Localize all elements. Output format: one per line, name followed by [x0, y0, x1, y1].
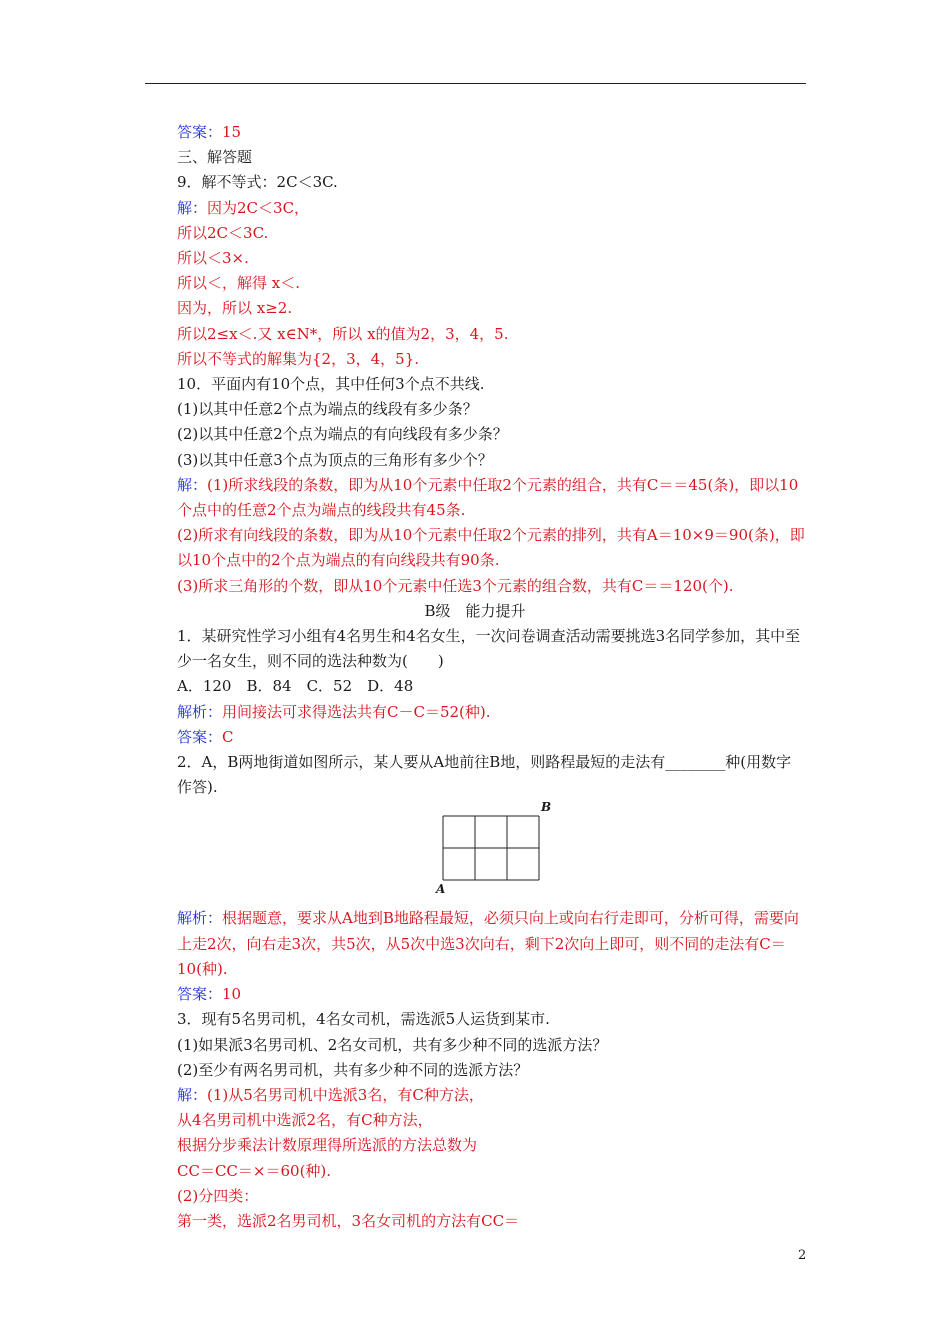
point-b-label: B	[541, 800, 552, 815]
text-line-q9	[145, 170, 805, 195]
text-line-s3a	[145, 1083, 805, 1108]
text-run: 15	[222, 123, 242, 141]
text-line-s9d	[145, 271, 805, 296]
text-run: 9．解不等式：2C＜3C.	[177, 173, 338, 192]
text-line-a8	[145, 120, 805, 145]
text-run: 解析：	[177, 909, 223, 928]
text-run: 10．平面内有10个点，其中任何3个点不共线.	[177, 375, 485, 394]
text-run: (1)所求线段的条数，即为从10个元素中任取2个元素的组合，共有C＝＝45(条)，即以10个点中的任意2个点为端点的线段共有45条.	[177, 475, 799, 520]
text-run: 三、解答题	[177, 148, 253, 167]
text-run: 1．某研究性学习小组有4名男生和4名女生，一次问卷调查活动需要挑选3名同学参加，其中至少一名女生，则不同的选法种数为( )	[177, 627, 801, 671]
text-run: 所以＜，解得 x＜.	[177, 274, 300, 293]
header-rule	[145, 83, 806, 84]
text-line-s3b	[145, 1108, 805, 1133]
text-line-s9f	[145, 322, 805, 347]
text-run: 所以2C＜3C.	[177, 223, 269, 242]
text-run: 所以不等式的解集为{2，3，4，5}.	[177, 349, 420, 368]
text-line-b1s	[145, 700, 805, 725]
text-run: 所以＜3×.	[177, 249, 249, 268]
text-line-b2s	[145, 906, 805, 982]
text-run: 解：	[177, 1085, 208, 1104]
text-line-levelB	[145, 599, 805, 624]
text-run: 解析：	[177, 702, 223, 721]
text-line-b1opt	[145, 674, 805, 699]
text-run: 3．现有5名男司机，4名女司机，需选派5人运货到某市.	[177, 1010, 550, 1029]
text-line-q10b	[145, 422, 805, 447]
text-run: 解：	[177, 198, 208, 217]
text-line-s9c	[145, 246, 805, 271]
text-line-q10a	[145, 397, 805, 422]
text-run: 第一类，选派2名男司机，3名女司机的方法有CC＝	[177, 1211, 520, 1230]
street-grid	[430, 806, 560, 902]
text-line-s9a	[145, 196, 805, 221]
text-run: (1)以其中任意2个点为端点的线段有多少条？	[177, 400, 478, 419]
text-line-sec3	[145, 145, 805, 170]
text-run: 用间接法可求得选法共有C－C＝52(种).	[222, 702, 491, 721]
page-number: 2	[798, 1248, 807, 1263]
text-run: 答案：	[177, 123, 223, 141]
text-run: 10	[222, 985, 242, 1004]
text-run: 答案：	[177, 727, 223, 746]
text-run: 所以2≤x＜.又 x∈N*，所以 x的值为2，3，4，5.	[177, 324, 509, 343]
text-run: (3)以其中任意3个点为顶点的三角形有多少个？	[177, 450, 493, 469]
text-run: (2)分四类：	[177, 1186, 259, 1205]
text-run: (2)以其中任意2个点为端点的有向线段有多少条？	[177, 425, 508, 444]
text-line-s3f	[145, 1209, 805, 1234]
text-run: 答案：	[177, 985, 223, 1004]
point-a-label: A	[436, 882, 446, 897]
text-line-b3a	[145, 1033, 805, 1058]
text-line-s9b	[145, 221, 805, 246]
text-line-s9g	[145, 347, 805, 372]
text-run: CC＝CC＝×＝60(种).	[177, 1161, 332, 1180]
text-line-q10	[145, 372, 805, 397]
text-line-s3c	[145, 1133, 805, 1158]
text-run: (2)至少有两名男司机，共有多少种不同的选派方法？	[177, 1060, 529, 1079]
text-run: 因为，所以 x≥2.	[177, 299, 293, 318]
text-line-b2	[145, 750, 805, 800]
text-line-b2a	[145, 982, 805, 1007]
text-line-b3b	[145, 1058, 805, 1083]
text-run: 根据分步乘法计数原理得所选派的方法总数为	[177, 1136, 478, 1155]
text-run: C	[222, 727, 234, 746]
text-run: (1)如果派3名男司机、2名女司机，共有多少种不同的选派方法？	[177, 1035, 608, 1054]
text-run: A．120 B．84 C．52 D．48	[177, 677, 414, 696]
text-line-b3	[145, 1007, 805, 1032]
document-body	[145, 120, 805, 1234]
text-line-s10b	[145, 523, 805, 573]
text-run: (2)所求有向线段的条数，即为从10个元素中任取2个元素的排列，共有A＝10×9＝90(条)，即以10个点中的2个点为端点的有向线段共有90条.	[177, 526, 805, 570]
text-line-b1	[145, 624, 805, 674]
text-run: 2．A，B两地街道如图所示，某人要从A地前往B地，则路程最短的走法有________种(用数字作答).	[177, 753, 792, 797]
text-line-s10c	[145, 574, 805, 599]
text-run: (3)所求三角形的个数，即从10个元素中任选3个元素的组合数，共有C＝＝120(个).	[177, 576, 734, 595]
text-line-b1a	[145, 725, 805, 750]
text-line-q10c	[145, 448, 805, 473]
text-run: 因为2C＜3C，	[207, 198, 310, 217]
text-run: B级 能力提升	[424, 601, 526, 620]
text-run: (1)从5名男司机中选派3名，有C种方法，	[207, 1085, 484, 1104]
text-line-s3e	[145, 1184, 805, 1209]
text-run: 从4名男司机中选派2名，有C种方法，	[177, 1111, 433, 1130]
text-line-s9e	[145, 296, 805, 321]
text-line-s10a	[145, 473, 805, 523]
text-run: 解：	[177, 475, 208, 494]
text-line-s3d	[145, 1159, 805, 1184]
street-grid-figure	[145, 800, 805, 902]
text-run: 根据题意，要求从A地到B地路程最短，必须只向上或向右行走即可，分析可得，需要向上走2次，向右走3次，共5次，从5次中选3次向右，剩下2次向上即可，则不同的走法有C＝10(种).	[177, 909, 799, 978]
